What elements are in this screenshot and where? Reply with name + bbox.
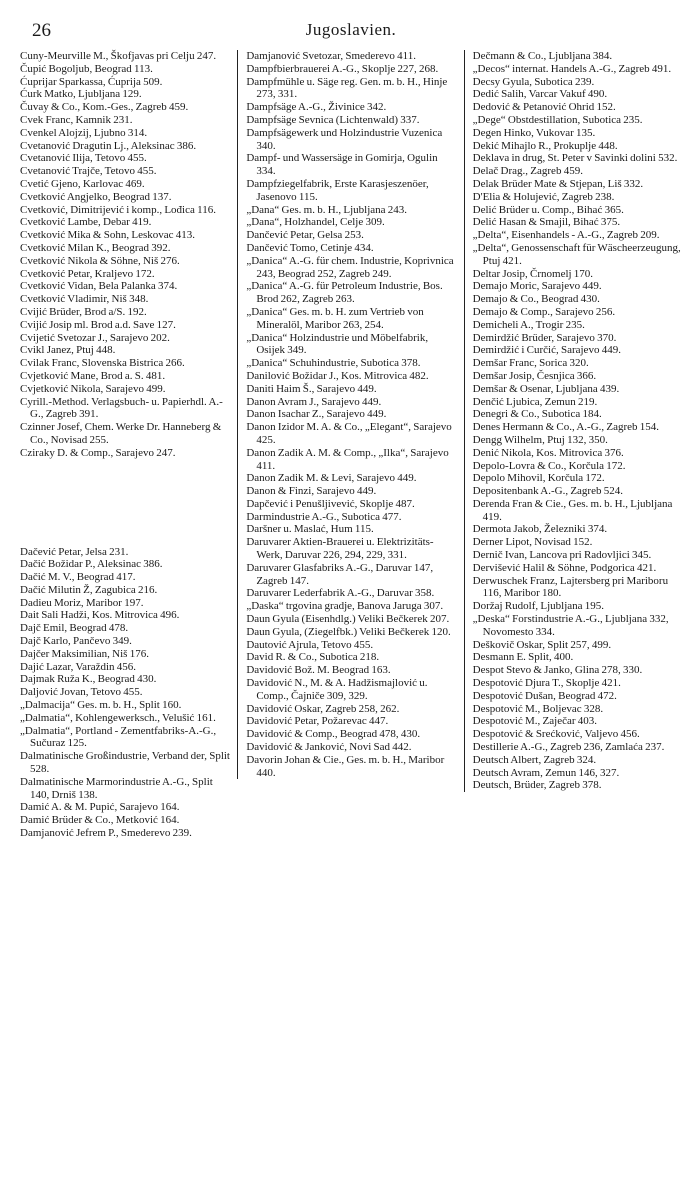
directory-entry: Deutsch Albert, Zagreb 324. <box>472 753 597 766</box>
directory-entry: Dampfbierbrauerei A.-G., Skoplje 227, 268. <box>246 62 439 75</box>
directory-entry: Dajč Karlo, Pančevo 349. <box>20 635 132 648</box>
directory-entry: Dekić Mihajlo R., Prokuplje 448. <box>472 139 618 152</box>
directory-entry: Dačević Petar, Jelsa 231. <box>20 545 129 558</box>
section-spacer <box>20 471 231 535</box>
directory-entry: Cvetković Vidan, Bela Palanka 374. <box>20 280 178 293</box>
directory-entry: Damić A. & M. Pupić, Sarajevo 164. <box>20 801 180 814</box>
running-head-title: Jugoslavien. <box>305 20 397 39</box>
directory-entry: Dačić M. V., Beograd 417. <box>20 571 136 584</box>
directory-entry: Despotović M., Boljevac 328. <box>472 702 604 715</box>
directory-entry: Davidović N., M. & A. Hadžismajlović u. Comp., Čajniče 309, 329. <box>246 677 428 702</box>
directory-entry: Dedović & Petanović Ohrid 152. <box>472 101 616 114</box>
directory-entry: Cvijić Josip ml. Brod a.d. Save 127. <box>20 318 176 331</box>
directory-entry: Deutsch Avram, Zemun 146, 327. <box>472 766 620 779</box>
directory-entry: Deklava in drug, St. Peter v Savinki dolini 532. <box>472 152 678 165</box>
directory-entry: Despotović Djura T., Skoplje 421. <box>472 677 621 690</box>
directory-entry: Dernič Ivan, Lancova pri Radovljici 345. <box>472 549 652 562</box>
directory-entry: „Danica“ Ges. m. b. H. zum Vertrieb von Mineralöl, Maribor 263, 254. <box>246 305 424 331</box>
directory-entry: Daršner u. Maslać, Hum 115. <box>246 523 374 536</box>
directory-entry: Demajo Moric, Sarajevo 449. <box>472 280 602 293</box>
directory-entry: Damjanović Svetozar, Smederevo 411. <box>246 50 416 62</box>
directory-entry: Damić Brüder & Co., Metković 164. <box>20 814 180 827</box>
directory-entry: „Dege“ Obstdestillation, Subotica 235. <box>472 113 643 126</box>
directory-entry: „Danica“ Schuhindustrie, Subotica 378. <box>246 357 421 370</box>
directory-entry: Depolo-Lovra & Co., Korčula 172. <box>472 459 626 472</box>
directory-entry: Destillerie A.-G., Zagreb 236, Zamlaća 237. <box>472 741 665 754</box>
directory-entry: Dampfsägewerk und Holzindustrie Vuzenica 340. <box>246 126 443 152</box>
directory-entry: „Dana“ Ges. m. b. H., Ljubljana 243. <box>246 203 408 216</box>
directory-entry: Delač Drag., Zagreb 459. <box>472 165 583 178</box>
directory-entry: Derner Lipot, Novisad 152. <box>472 536 593 549</box>
directory-entry: Cyrill.-Method. Verlagsbuch- u. Papierhdl. A.-G., Zagreb 391. <box>20 395 223 421</box>
page-number: 26 <box>32 20 51 41</box>
directory-entry: Cvetanović Dragutin Lj., Aleksinac 386. <box>20 139 197 152</box>
directory-entry: Cvenkel Alojzij, Ljubno 314. <box>20 126 148 139</box>
directory-entry: Cvetanović Ilija, Tetovo 455. <box>20 152 147 165</box>
directory-entry: „Danica“ A.-G. für chem. Industrie, Koprivnica 243, Beograd 252, Zagreb 249. <box>246 254 454 280</box>
directory-entry: Cvetković Milan K., Beograd 392. <box>20 241 171 254</box>
directory-entry: David R. & Co., Subotica 218. <box>246 651 380 664</box>
directory-entry: Dančević Tomo, Cetinje 434. <box>246 241 374 254</box>
directory-entry: Cvijetić Svetozar J., Sarajevo 202. <box>20 331 170 344</box>
directory-entry: Cvjetković Nikola, Sarajevo 499. <box>20 382 166 395</box>
directory-entry: Cvek Franc, Kamnik 231. <box>20 113 133 126</box>
directory-entry: Danon Avram J., Sarajevo 449. <box>246 395 382 408</box>
directory-entry: Dančević Petar, Gelsa 253. <box>246 229 364 242</box>
directory-entry: Demajo & Comp., Sarajevo 256. <box>472 305 616 318</box>
directory-entry: Davidović Bož. M. Beograd 163. <box>246 664 391 677</box>
directory-entry: Davidović & Comp., Beograd 478, 430. <box>246 728 421 741</box>
directory-entry: Daruvarer Aktien-Brauerei u. Elektrizitäts-Werk, Daruvar 226, 294, 229, 331. <box>246 536 434 562</box>
directory-columns <box>12 50 690 1180</box>
directory-entry: „Delta“, Genossenschaft für Wäscheerzeugung, Ptuj 421. <box>472 241 681 267</box>
directory-entry: Denes Hermann & Co., A.-G., Zagreb 154. <box>472 421 660 434</box>
directory-entry: Ćuprijar Sparkassa, Ćuprija 509. <box>20 75 163 88</box>
directory-entry: Dedić Salih, Varcar Vakuf 490. <box>472 88 608 101</box>
directory-entry: Dajmak Ruža K., Beograd 430. <box>20 673 157 686</box>
directory-entry: Deškovič Oskar, Split 257, 499. <box>472 638 612 651</box>
directory-entry: „Decos“ internat. Handels A.-G., Zagreb 491. <box>472 62 672 75</box>
directory-entry: Denić Nikola, Kos. Mitrovica 376. <box>472 446 624 459</box>
directory-entry: Dautović Ajrula, Tetovo 455. <box>246 638 374 651</box>
page-header <box>12 14 690 50</box>
directory-entry: Cvetković, Dimitrijević i komp., Lođica 116. <box>20 203 216 216</box>
directory-entry: Dampf- und Wassersäge in Gomirja, Ogulin 334. <box>246 152 438 178</box>
directory-entry: Denčić Ljubica, Zemun 219. <box>472 395 598 408</box>
directory-entry: Cziraky D. & Comp., Sarajevo 247. <box>20 446 176 459</box>
directory-entry: Dait Sali Hadži, Kos. Mitrovica 496. <box>20 609 180 622</box>
directory-entry: Despotović M., Zaječar 403. <box>472 715 598 728</box>
directory-entry: Degen Hinko, Vukovar 135. <box>472 126 596 139</box>
directory-entry: Danon Zadik M. & Levi, Sarajevo 449. <box>246 472 417 485</box>
directory-entry: Daruvarer Glasfabriks A.-G., Daruvar 147, Zagreb 147. <box>246 561 434 587</box>
directory-entry: Daun Gyula, (Ziegelfbk.) Veliki Bečkerek 120. <box>246 625 451 638</box>
directory-entry: „Dalmatia“, Kohlengewerksch., Velušić 161. <box>20 711 216 724</box>
directory-entry: Demšar & Osenar, Ljubljana 439. <box>472 382 620 395</box>
directory-entry: Cvetković Petar, Kraljevo 172. <box>20 267 155 280</box>
directory-entry: Doržaj Rudolf, Ljubljana 195. <box>472 600 605 613</box>
directory-entry: Daun Gyula (Eisenhdlg.) Veliki Bečkerek 207. <box>246 613 450 626</box>
directory-entry: Derenda Fran & Cie., Ges. m. b. H., Ljubljana 419. <box>472 497 673 523</box>
directory-entry: Dajč Emil, Beograd 478. <box>20 622 129 635</box>
column-2 <box>237 50 463 779</box>
directory-entry: Decsy Gyula, Subotica 239. <box>472 75 595 88</box>
directory-entry: Daruvarer Lederfabrik A.-G., Daruvar 358. <box>246 587 435 600</box>
directory-entry: Cvetković Mika & Sohn, Leskovac 413. <box>20 229 196 242</box>
directory-entry: Cvetković Lambe, Debar 419. <box>20 216 152 229</box>
directory-entry: Damjanović Jefrem P., Smederevo 239. <box>20 827 192 840</box>
directory-entry: Deutsch, Brüder, Zagreb 378. <box>472 779 602 792</box>
directory-entry: „Danica“ Holzindustrie und Möbelfabrik, Osijek 349. <box>246 331 429 357</box>
directory-entry: Davorin Johan & Cie., Ges. m. b. H., Maribor 440. <box>246 753 445 779</box>
directory-entry: Denegri & Co., Subotica 184. <box>472 408 602 421</box>
directory-entry: Demirdžić i Curčić, Sarajevo 449. <box>472 344 621 357</box>
directory-entry: Dačić Božidar P., Aleksinac 386. <box>20 558 163 571</box>
directory-entry: Cvetanović Trajče, Tetovo 455. <box>20 165 157 178</box>
column-3 <box>464 50 690 792</box>
directory-entry: Daljović Jovan, Tetovo 455. <box>20 686 143 699</box>
directory-entry: „Dalmacija“ Ges. m. b. H., Split 160. <box>20 699 182 712</box>
directory-entry: Dadieu Moriz, Maribor 197. <box>20 596 144 609</box>
directory-entry: Deltar Josip, Črnomelj 170. <box>472 267 594 280</box>
directory-entry: Dalmatinische Großindustrie, Verband der, Split 528. <box>20 750 230 776</box>
directory-entry: Despotović Dušan, Beograd 472. <box>472 689 617 702</box>
directory-entry: „Dana“, Holzhandel, Celje 309. <box>246 216 385 229</box>
directory-entry: Cvetković Vladimir, Niš 348. <box>20 293 149 306</box>
directory-entry: „Dalmatia“, Portland - Zementfabriks-A.-G., Sučuraz 125. <box>20 724 217 750</box>
directory-entry: Cvilak Franc, Slovenska Bistrica 266. <box>20 357 185 370</box>
directory-entry: Demšar Franc, Sorica 320. <box>472 357 589 370</box>
directory-entry: Dalmatinische Marmorindustrie A.-G., Split 140, Drniš 138. <box>20 775 213 801</box>
directory-entry: Dampfsäge A.-G., Živinice 342. <box>246 101 387 114</box>
directory-entry: Czinner Josef, Chem. Werke Dr. Hanneberg & Co., Novisad 255. <box>20 421 222 446</box>
directory-entry: Demirdžić Brüder, Sarajevo 370. <box>472 331 617 344</box>
directory-entry: Demajo & Co., Beograd 430. <box>472 293 600 306</box>
directory-entry: Dampfsäge Sevnica (Lichtenwald) 337. <box>246 113 420 126</box>
directory-entry: Dampfziegelfabrik, Erste Karasjeszenöer, Jasenovo 115. <box>246 177 429 203</box>
directory-entry: Dermota Jakob, Železniki 374. <box>472 523 608 536</box>
directory-entry: Čupić Bogoljub, Beograd 113. <box>20 62 153 75</box>
directory-entry: Darmindustrie A.-G., Subotica 477. <box>246 510 402 523</box>
directory-entry: Despot Stevo & Janko, Glina 278, 330. <box>472 664 643 677</box>
directory-entry: Dapčević i Penušljivević, Skoplje 487. <box>246 497 415 510</box>
directory-entry: Cvetković Angjelko, Beograd 137. <box>20 190 172 203</box>
directory-entry: Daniti Haim Š., Sarajevo 449. <box>246 382 377 395</box>
directory-entry: Derwuschek Franz, Lajtersberg pri Mariboru 116, Maribor 180. <box>472 574 669 600</box>
directory-entry: Davidović Petar, Požarevac 447. <box>246 715 389 728</box>
directory-entry: Delić Hasan & Smajil, Bihać 375. <box>472 216 621 229</box>
directory-entry: Danon Zadik A. M. & Comp., „Ilka“, Sarajevo 411. <box>246 446 449 472</box>
directory-entry: Desmann E. Split, 400. <box>472 651 574 664</box>
directory-entry: Depositenbank A.-G., Zagreb 524. <box>472 485 623 498</box>
directory-entry: Čuvay & Co., Kom.-Ges., Zagreb 459. <box>20 101 189 114</box>
directory-entry: Cvijić Brüder, Brod a/S. 192. <box>20 305 147 318</box>
column-1 <box>12 50 237 840</box>
directory-entry: Cvetković Nikola & Söhne, Niš 276. <box>20 254 180 267</box>
directory-entry: Dampfmühle u. Säge reg. Gen. m. b. H., Hinje 273, 331. <box>246 75 448 101</box>
directory-entry: Danon Izidor M. A. & Co., „Elegant“, Sarajevo 425. <box>246 421 452 446</box>
directory-entry: Cvjetković Mane, Brod a. S. 481. <box>20 369 166 382</box>
directory-entry: Danon Isachar Z., Sarajevo 449. <box>246 408 387 421</box>
directory-entry: Demšar Josip, Česnjica 366. <box>472 369 597 382</box>
directory-entry: Demicheli A., Trogir 235. <box>472 318 585 331</box>
directory-entry: „Daska“ trgovina gradje, Banova Jaruga 307. <box>246 600 444 613</box>
directory-entry: Dajčer Maksimilian, Niš 176. <box>20 647 149 660</box>
directory-entry: Davidović Oskar, Zagreb 258, 262. <box>246 702 400 715</box>
directory-entry: Dervišević Halil & Söhne, Podgorica 421. <box>472 561 657 574</box>
directory-entry: Delak Brüder Mate & Stjepan, Liš 332. <box>472 177 644 190</box>
directory-entry: Despotović & Srećković, Valjevo 456. <box>472 728 640 741</box>
directory-entry: Cuny-Meurville M., Škofjavas pri Celju 247. <box>20 50 217 62</box>
directory-entry: Dačić Milutin Ž, Zagubica 216. <box>20 583 158 596</box>
directory-entry: D'Elia & Holujević, Zagreb 238. <box>472 190 615 203</box>
directory-entry: „Danica“ A.-G. für Petroleum Industrie, Bos. Brod 262, Zagreb 263. <box>246 280 443 306</box>
directory-entry: Cvetić Gjeno, Karlovac 469. <box>20 177 145 190</box>
directory-entry: Danon & Finzi, Sarajevo 449. <box>246 485 377 498</box>
directory-entry: Davidović & Janković, Novi Sad 442. <box>246 741 412 754</box>
directory-entry: Danilović Božidar J., Kos. Mitrovica 482. <box>246 369 429 382</box>
directory-entry: „Deska“ Forstindustrie A.-G., Ljubljana 332, Novomesto 334. <box>472 613 669 638</box>
directory-entry: Dečmann & Co., Ljubljana 384. <box>472 50 613 62</box>
directory-entry: Cvikl Janez, Ptuj 448. <box>20 344 116 357</box>
directory-entry: „Delta“, Eisenhandels - A.-G., Zagreb 209. <box>472 229 660 242</box>
directory-entry: Dajić Lazar, Varaždin 456. <box>20 660 137 673</box>
directory-entry: Ćurk Matko, Ljubljana 129. <box>20 88 142 101</box>
directory-entry: Depolo Mihovil, Korčula 172. <box>472 472 605 485</box>
directory-entry: Dengg Wilhelm, Ptuj 132, 350. <box>472 433 608 446</box>
directory-entry: Delić Brüder u. Comp., Bihać 365. <box>472 203 624 216</box>
